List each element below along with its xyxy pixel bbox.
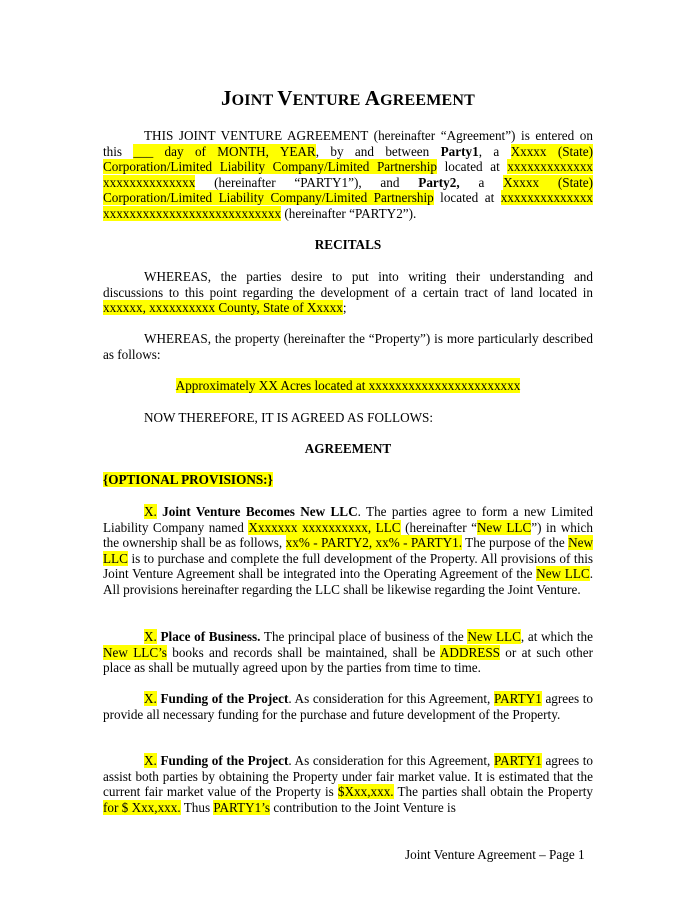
page-footer: Joint Venture Agreement – Page 1 [405,847,585,862]
whereas-paragraph-1: WHEREAS, the parties desire to put into writing their understanding and discussions to this point regarding the development of a certain tract of land located in xxxxxx, xxxxxxxxxx County, State of Xxxxx; [103,269,593,316]
whereas-paragraph-2: WHEREAS, the property (hereinafter the “Property”) is more particularly described as follows: [103,331,593,362]
clause-joint-venture-llc: X. Joint Venture Becomes New LLC. The parties agree to form a new Limited Liability Company named Xxxxxxx xxxxxxxxxx, LLC (hereinafter “New LLC”) in which the ownership shall be as follows, xx% - PARTY2, xx% - PARTY1. The purpose of the New LLC is to purchase and complete the full development of the Property. All provisions of this Joint Venture Agreement shall be integrated into the Operating Agreement of the New LLC. All provisions hereinafter regarding the LLC shall be likewise regarding the Joint Venture. [103,504,594,597]
clause-funding-2: X. Funding of the Project. As consideration for this Agreement, PARTY1 agrees to assist both parties by obtaining the Property under fair market value. It is estimated that the current fair market value of the Property is $Xxx,xxx. The parties shall obtain the Property for $ Xxx,xxx. Thus PARTY1’s contribution to the Joint Venture is [103,753,594,815]
clause-funding-1: X. Funding of the Project. As consideration for this Agreement, PARTY1 agrees to provide all necessary funding for the purchase and future development of the Property. [103,691,594,722]
property-description: Approximately XX Acres located at xxxxxxxxxxxxxxxxxxxxxxx [175,378,521,393]
document-title: JOINT VENTURE AGREEMENT [220,86,476,110]
clause-place-of-business: X. Place of Business. The principal place of business of the New LLC, at which the New LLC’s books and records shall be maintained, shall be ADDRESS or at such other place as shall be mutually agreed upon by the parties from time to time. [103,629,594,676]
agreement-heading: AGREEMENT [304,441,392,456]
now-therefore: NOW THEREFORE, IT IS AGREED AS FOLLOWS: [144,410,434,425]
optional-provisions: {OPTIONAL PROVISIONS:} [103,472,273,487]
intro-paragraph: THIS JOINT VENTURE AGREEMENT (hereinafter “Agreement”) is entered on this ___ day of MONTH, YEAR, by and between Party1, a Xxxxx (State) Corporation/Limited Liability Company/Limited Partnership located at xxxxxxxxxxxxx xxxxxxxxxxxxxx (hereinafter “PARTY1”), and Party2, a Xxxxx (State) Corporation/Limited Liability Company/Limited Partnership located at xxxxxxxxxxxxxx xxxxxxxxxxxxxxxxxxxxxxxxxxx (hereinafter “PARTY2”). [103,128,594,221]
recitals-heading: RECITALS [314,237,382,252]
